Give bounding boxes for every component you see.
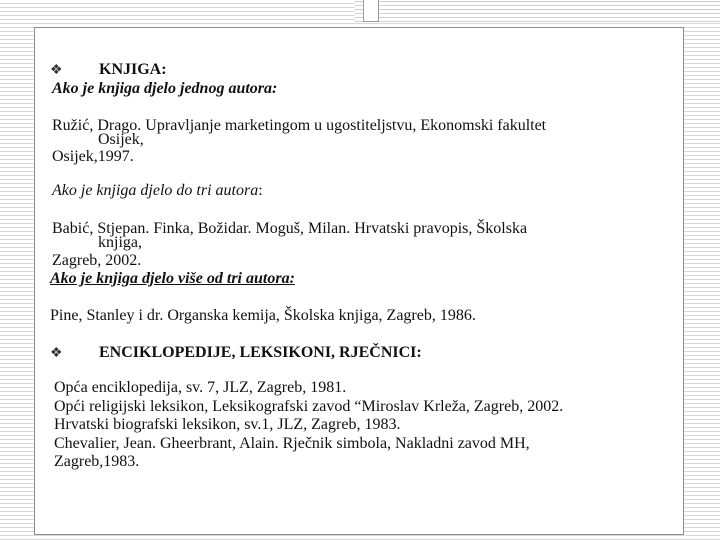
single-author-ref-line3: Osijek,1997. [52,148,134,165]
more-than-three-label: Ako je knjiga djelo više od tri autora: [50,270,295,287]
top-decoration-box [363,0,379,22]
single-author-ref-line1: Ružić, Drago. Upravljanje marketingom u ugostiteljstvu, Ekonomski fakultet [52,117,547,134]
single-author-label: Ako je knjiga djelo jednog autora: [52,80,278,97]
single-author-ref-line2: Osijek, [98,131,144,148]
encyclopedias-heading: ENCIKLOPEDIJE, LEKSIKONI, RJEČNICI: [99,344,422,361]
up-to-three-colon: : [258,182,263,199]
up-to-three-ref-line2: knjiga, [98,234,142,251]
more-than-three-ref: Pine, Stanley i dr. Organska kemija, Školska knjiga, Zagreb, 1986. [50,307,476,324]
up-to-three-ref-line3: Zagreb, 2002. [52,252,142,269]
encyclopedia-ref-2: Opći religijski leksikon, Leksikografski zavod “Miroslav Krleža, Zagreb, 2002. [54,398,564,415]
up-to-three-ref-line1: Babić, Stjepan. Finka, Božidar. Moguš, Milan. Hrvatski pravopis, Školska [52,220,528,237]
encyclopedia-ref-4: Chevalier, Jean. Gheerbrant, Alain. Rječnik simbola, Nakladni zavod MH, [54,435,530,452]
top-decoration-band [355,0,720,22]
up-to-three-label-row [52,182,263,200]
up-to-three-label: Ako je knjiga djelo do tri autora [52,182,259,199]
encyclopedia-ref-1: Opća enciklopedija, sv. 7, JLZ, Zagreb, 1981. [54,379,347,396]
diamond-bullet-icon: ❖ [50,346,63,361]
diamond-bullet-icon: ❖ [50,63,63,78]
encyclopedia-ref-3: Hrvatski biografski leksikon, sv.1, JLZ, Zagreb, 1983. [54,416,401,433]
encyclopedia-ref-5: Zagreb,1983. [54,453,140,470]
books-heading: KNJIGA: [99,61,167,78]
